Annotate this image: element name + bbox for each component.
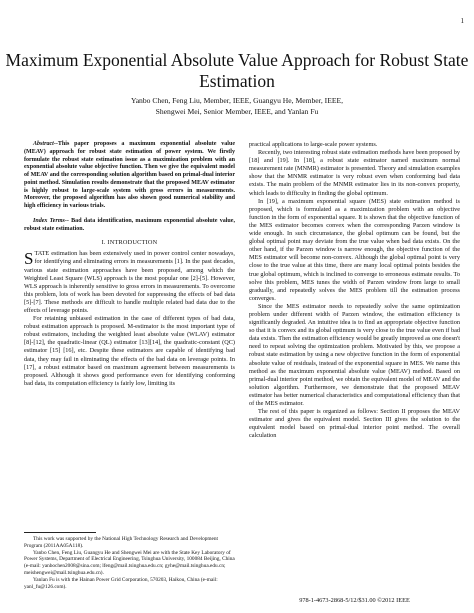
abstract-text: --This paper proposes a maximum exponential absolute value (MEAV) approach for robust state estimation of power system. We firstly formulate the robust state estimation issue as a maximization problem with an exponential absolute value objective function. Then we give the equivalent model of MEAV and the corresponding solution algorithm based on primal-dual interior point method. Simulation results demonstrate that the proposed MEAV estimator is highly robust to large-scale system with gross errors in measurements. Moreover, the proposed algorithm has also shown good numerical stability and high efficiency in various trials. (24, 141, 235, 209)
section-heading-introduction: I. INTRODUCTION (101, 239, 158, 247)
author-line-2: Shengwei Mei, Senior Member, IEEE, and Yanlan Fu (155, 106, 319, 116)
footnote-funding: This work was supported by the National High Technology Research and Development Program (2011AA05A118). (24, 536, 219, 549)
footnote-affiliation-2: Yanlan Fu is with the Hainan Power Grid Corporation, 570203, Haikou, China (e-mail: yanl_fu@126.com). (24, 576, 218, 590)
author-line-1: Yanbo Chen, Feng Liu, Member, IEEE, Guangyu He, Member, IEEE, (130, 96, 344, 105)
right-paragraph-1: practical applications to large-scale power systems. (249, 141, 378, 148)
right-paragraph-3: In [19], a maximum exponential square (MES) state estimation method is proposed, which is formulated as a maximization problem with an objective function in the form of exponential square. It is shown that the objective function of the MES estimator becomes convex when the corresponding Parzen window is wide enough. In such circumstance, the global optimum can be found, but the global optimal point may deviate from the true value when bad data exists. On the other hand, if the Parzen window is narrow enough, the objective function of the MES estimator will become non-convex. Although the global optimal point is very close to the true value at this time, there are many local optimal points besides the true global optimum, which is inclined to converge to erroneous estimate results. To solve this problem, MES tunes the width of Parzen window from large to small gradually, and repeatedly solves the MES problem till the estimation process converges. (249, 197, 460, 302)
left-column (24, 141, 235, 388)
paper-title: Maximum Exponential Absolute Value Approach for Robust State Estimation (5, 50, 469, 91)
abstract (24, 141, 235, 211)
intro-paragraph-2: For retaining unbiased estimation in the case of different types of bad data, robust estimation approach is proposed. M-estimator is the most important type of robust estimators, including the weighted least absolute value (WLAV) estimator [8]-[12], the quadratic-linear (QL) estimator [13][14], the quadratic-constant (QC) estimator [15] [16], etc. Despite these estimators are capable of identifying bad data, they may fail in eliminating the effects of the bad data on leverage points. In [17], a robust estimator based on maximum agreement between measurements is proposed. Although it shows good performance even for identifying conforming bad data, its computation efficiency is fairly low, limiting its (24, 315, 235, 387)
index-terms-text: -- Bad data identification, maximum exponential absolute value, robust state estimation. (24, 217, 235, 232)
footnote-affiliation-1: Yanbo Chen, Feng Liu, Guangyu He and Shengwei Mei are with the State Key Laboratory of Power Systems, Department of Electrical Engineering, Tsinghua University, 100084 Beijing, China (e-mail: yanbochen2008@sina.com; lfeng@mail.tsinghua.edu.cn; gyhe@mail.tsinghua.edu.cn; meishengwei@mail.tsinghua.edu.cn). (24, 549, 235, 576)
copyright-notice: 978-1-4673-2868-5/12/$31.00 ©2012 IEEE (299, 597, 410, 604)
index-terms-label: Index Terms (33, 217, 65, 224)
intro-paragraph-1-text: TATE estimation has been extensively used in power control center nowadays, for identifying and eliminating errors in measurements [1]. In the past decades, various state estimation approaches have been proposed, among which the Weighted Least Square (WLS) approach is the most popular one [2]-[5]. However, WLS approach is inherently sensitive to gross errors in measurements. To overcome this problem, lots of work has been devoted for suppressing the effects of bad data [5]-[7]. These methods are difficult to handle multiple related bad data due to the effects of leverage points. (24, 250, 235, 314)
author-block (0, 96, 474, 117)
right-column (249, 141, 460, 440)
abstract-label: Abstract (33, 141, 54, 147)
right-paragraph-4: Since the MES estimator needs to repeatedly solve the same optimization problem under different width of Parzen window, the estimation efficiency is significantly degraded. An intuitive idea is to find an appropriate objective function so that it is convex and its global optimum is very close to the true value even if bad data exists. Then the estimation efficiency would be greatly improved as one doesn't need to repeat solving the optimization problem. Motivated by this, we propose a robust state estimation by using a new objective function in the form of exponential absolute value of residuals, instead of the exponential square in MES. We name this method as the maximum exponential absolute value (MEAV) method. Based on primal-dual interior point method, we obtain the equivalent model of MEAV and the solution algorithm. Furthermore, we demonstrate that the proposed MEAV estimator has better numerical characteristics and computational efficiency than that of the MES estimator. (249, 302, 461, 407)
drop-cap: S (24, 249, 34, 269)
page-number: 1 (460, 17, 464, 25)
right-paragraph-2: Recently, two interesting robust state estimation methods have been proposed by [18] and [19]. In [18], a robust state estimator named maximum normal measurement rate (MNMR) estimator is presented. Theory and simulation examples show that the MNMR estimator is very robust even when conforming bad data exists. The main problem of the MNMR estimator lies in its non-convex property, which leads to difficulty in finding the global optimum. (249, 149, 460, 197)
footnotes (24, 536, 235, 590)
footnote-rule (24, 532, 96, 533)
intro-paragraph-1 (24, 250, 235, 315)
index-terms (24, 218, 235, 234)
right-paragraph-5: The rest of this paper is organized as follows: Section II proposes the MEAV estimator and gives the equivalent model. Section III gives the solution to the equivalent model based on primal-dual interior point method. The overall calculation (249, 408, 460, 440)
